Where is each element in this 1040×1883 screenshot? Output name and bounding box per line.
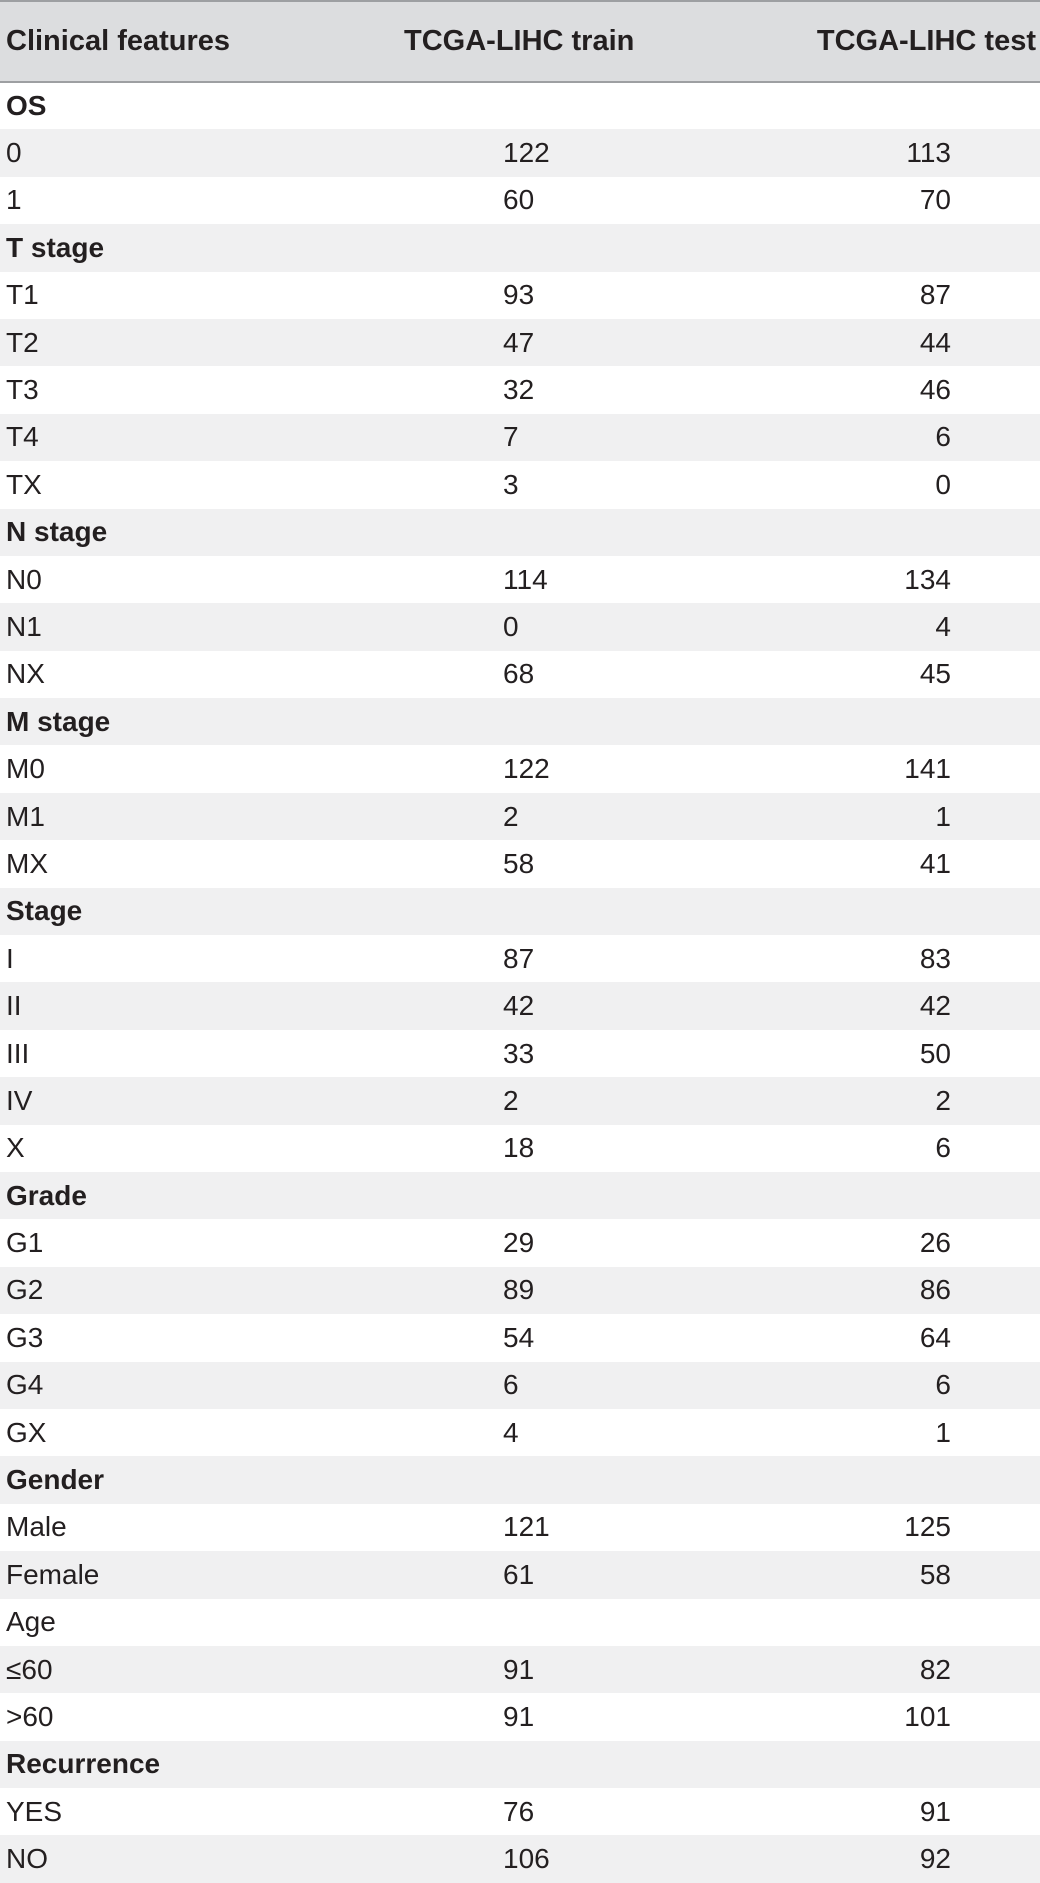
- test-count: 141: [904, 753, 951, 785]
- row-label: GX: [6, 1416, 47, 1448]
- test-count: [720, 888, 1040, 935]
- row-label: G4: [6, 1369, 44, 1401]
- train-count: [320, 224, 720, 271]
- table-row: [0, 1835, 1040, 1882]
- row-label: M0: [6, 753, 45, 785]
- train-count: 7: [503, 421, 519, 453]
- train-count: [320, 82, 720, 129]
- row-label: NO: [6, 1843, 48, 1875]
- row-label: Stage: [6, 895, 83, 927]
- train-count: 121: [503, 1511, 550, 1543]
- test-count: 2: [935, 1084, 951, 1116]
- row-label: T3: [6, 374, 39, 406]
- row-label: >60: [6, 1700, 54, 1732]
- header-clinical-features: Clinical features: [0, 2, 320, 82]
- train-count: 33: [503, 1037, 535, 1069]
- train-count: 29: [503, 1227, 535, 1259]
- table-row: [0, 1646, 1040, 1693]
- table-row: [0, 840, 1040, 887]
- test-count: 42: [919, 990, 951, 1022]
- table-row: [0, 651, 1040, 698]
- row-label: IV: [6, 1084, 33, 1116]
- table-row: [0, 1219, 1040, 1266]
- train-count: 54: [503, 1321, 535, 1353]
- test-count: 4: [935, 610, 951, 642]
- train-count: 91: [503, 1653, 535, 1685]
- train-count: [320, 698, 720, 745]
- table-row: [0, 1362, 1040, 1409]
- train-count: 91: [503, 1700, 535, 1732]
- section-row: [0, 888, 1040, 935]
- section-row: [0, 224, 1040, 271]
- test-count: [720, 224, 1040, 271]
- row-label: 0: [6, 137, 22, 169]
- table-header: [0, 2, 1040, 82]
- table-row: [0, 1077, 1040, 1124]
- section-row: [0, 1172, 1040, 1219]
- row-label: N1: [6, 610, 42, 642]
- train-count: 32: [503, 374, 535, 406]
- table-row: [0, 366, 1040, 413]
- clinical-features-table: [0, 2, 1040, 1883]
- test-count: [720, 698, 1040, 745]
- test-count: [720, 509, 1040, 556]
- row-label: OS: [6, 90, 47, 122]
- table-row: [0, 1314, 1040, 1361]
- table-row: [0, 603, 1040, 650]
- row-label: N0: [6, 563, 42, 595]
- row-label: I: [6, 942, 14, 974]
- section-row: [0, 1456, 1040, 1503]
- train-count: 6: [503, 1369, 519, 1401]
- table-row: [0, 177, 1040, 224]
- row-label: G1: [6, 1227, 44, 1259]
- table-row: [0, 1599, 1040, 1646]
- row-label: Female: [6, 1558, 100, 1590]
- row-label: Age: [6, 1606, 56, 1638]
- train-count: 18: [503, 1132, 535, 1164]
- header-train: TCGA-LIHC train: [320, 2, 720, 82]
- test-count: 92: [919, 1843, 951, 1875]
- row-label: MX: [6, 847, 48, 879]
- test-count: 64: [919, 1321, 951, 1353]
- row-label: T2: [6, 326, 39, 358]
- test-count: 0: [935, 468, 951, 500]
- table-row: [0, 272, 1040, 319]
- train-count: 58: [503, 847, 535, 879]
- train-count: 76: [503, 1795, 535, 1827]
- section-row: [0, 509, 1040, 556]
- table-row: [0, 1551, 1040, 1598]
- train-count: 89: [503, 1274, 535, 1306]
- table-row: [0, 1409, 1040, 1456]
- table-row: [0, 793, 1040, 840]
- test-count: 45: [919, 658, 951, 690]
- train-count: 2: [503, 1084, 519, 1116]
- test-count: 6: [935, 421, 951, 453]
- table-row: [0, 556, 1040, 603]
- row-label: Grade: [6, 1179, 87, 1211]
- row-label: X: [6, 1132, 25, 1164]
- test-count: [720, 82, 1040, 129]
- table-row: [0, 1788, 1040, 1835]
- test-count: 1: [935, 1416, 951, 1448]
- row-label: TX: [6, 468, 42, 500]
- test-count: 125: [904, 1511, 951, 1543]
- test-count: 91: [919, 1795, 951, 1827]
- train-count: 61: [503, 1558, 535, 1590]
- train-count: 122: [503, 753, 550, 785]
- test-count: 6: [935, 1369, 951, 1401]
- test-count: 134: [904, 563, 951, 595]
- row-label: II: [6, 990, 22, 1022]
- row-label: T4: [6, 421, 39, 453]
- test-count: [720, 1172, 1040, 1219]
- train-count: [320, 888, 720, 935]
- test-count: 1: [935, 800, 951, 832]
- row-label: G2: [6, 1274, 44, 1306]
- table-row: [0, 129, 1040, 176]
- section-row: [0, 698, 1040, 745]
- section-row: [0, 82, 1040, 129]
- train-count: 106: [503, 1843, 550, 1875]
- header-row: [0, 2, 1040, 82]
- train-count: 3: [503, 468, 519, 500]
- row-label: Recurrence: [6, 1748, 161, 1780]
- row-label: G3: [6, 1321, 44, 1353]
- train-count: 60: [503, 184, 535, 216]
- test-count: [720, 1741, 1040, 1788]
- test-count: 50: [919, 1037, 951, 1069]
- table-row: [0, 1504, 1040, 1551]
- table-row: [0, 1030, 1040, 1077]
- train-count: 114: [503, 563, 548, 595]
- test-count: 26: [919, 1227, 951, 1259]
- row-label: M1: [6, 800, 45, 832]
- row-label: Male: [6, 1511, 67, 1543]
- train-count: 0: [503, 610, 519, 642]
- test-count: 70: [919, 184, 951, 216]
- test-count: 6: [935, 1132, 951, 1164]
- section-row: [0, 1741, 1040, 1788]
- table-body: [0, 82, 1040, 1883]
- train-count: [320, 509, 720, 556]
- test-count: 83: [919, 942, 951, 974]
- train-count: 68: [503, 658, 535, 690]
- test-count: 86: [919, 1274, 951, 1306]
- test-count: 41: [919, 847, 951, 879]
- train-count: 42: [503, 990, 535, 1022]
- train-count: [320, 1456, 720, 1503]
- row-label: ≤60: [6, 1653, 53, 1685]
- test-count: [720, 1456, 1040, 1503]
- train-count: 87: [503, 942, 535, 974]
- row-label: N stage: [6, 516, 108, 548]
- test-count: 44: [919, 326, 951, 358]
- row-label: 1: [6, 184, 22, 216]
- test-count: 101: [904, 1700, 951, 1732]
- row-label: T1: [6, 279, 39, 311]
- test-count: 113: [906, 137, 951, 169]
- row-label: YES: [6, 1795, 63, 1827]
- train-count: [320, 1599, 720, 1646]
- test-count: 58: [919, 1558, 951, 1590]
- table-row: [0, 1125, 1040, 1172]
- test-count: [720, 1599, 1040, 1646]
- table-row: [0, 414, 1040, 461]
- header-test: TCGA-LIHC test: [720, 2, 1040, 82]
- table-row: [0, 461, 1040, 508]
- row-label: III: [6, 1037, 30, 1069]
- test-count: 46: [919, 374, 951, 406]
- train-count: [320, 1172, 720, 1219]
- test-count: 82: [919, 1653, 951, 1685]
- table-row: [0, 1267, 1040, 1314]
- row-label: T stage: [6, 231, 105, 263]
- table-row: [0, 1693, 1040, 1740]
- row-label: M stage: [6, 705, 111, 737]
- row-label: NX: [6, 658, 45, 690]
- train-count: 47: [503, 326, 535, 358]
- train-count: [320, 1741, 720, 1788]
- table-row: [0, 319, 1040, 366]
- test-count: 87: [919, 279, 951, 311]
- train-count: 2: [503, 800, 519, 832]
- table-row: [0, 982, 1040, 1029]
- train-count: 122: [503, 137, 550, 169]
- row-label: Gender: [6, 1464, 105, 1496]
- train-count: 4: [503, 1416, 519, 1448]
- table-row: [0, 745, 1040, 792]
- table-row: [0, 935, 1040, 982]
- train-count: 93: [503, 279, 535, 311]
